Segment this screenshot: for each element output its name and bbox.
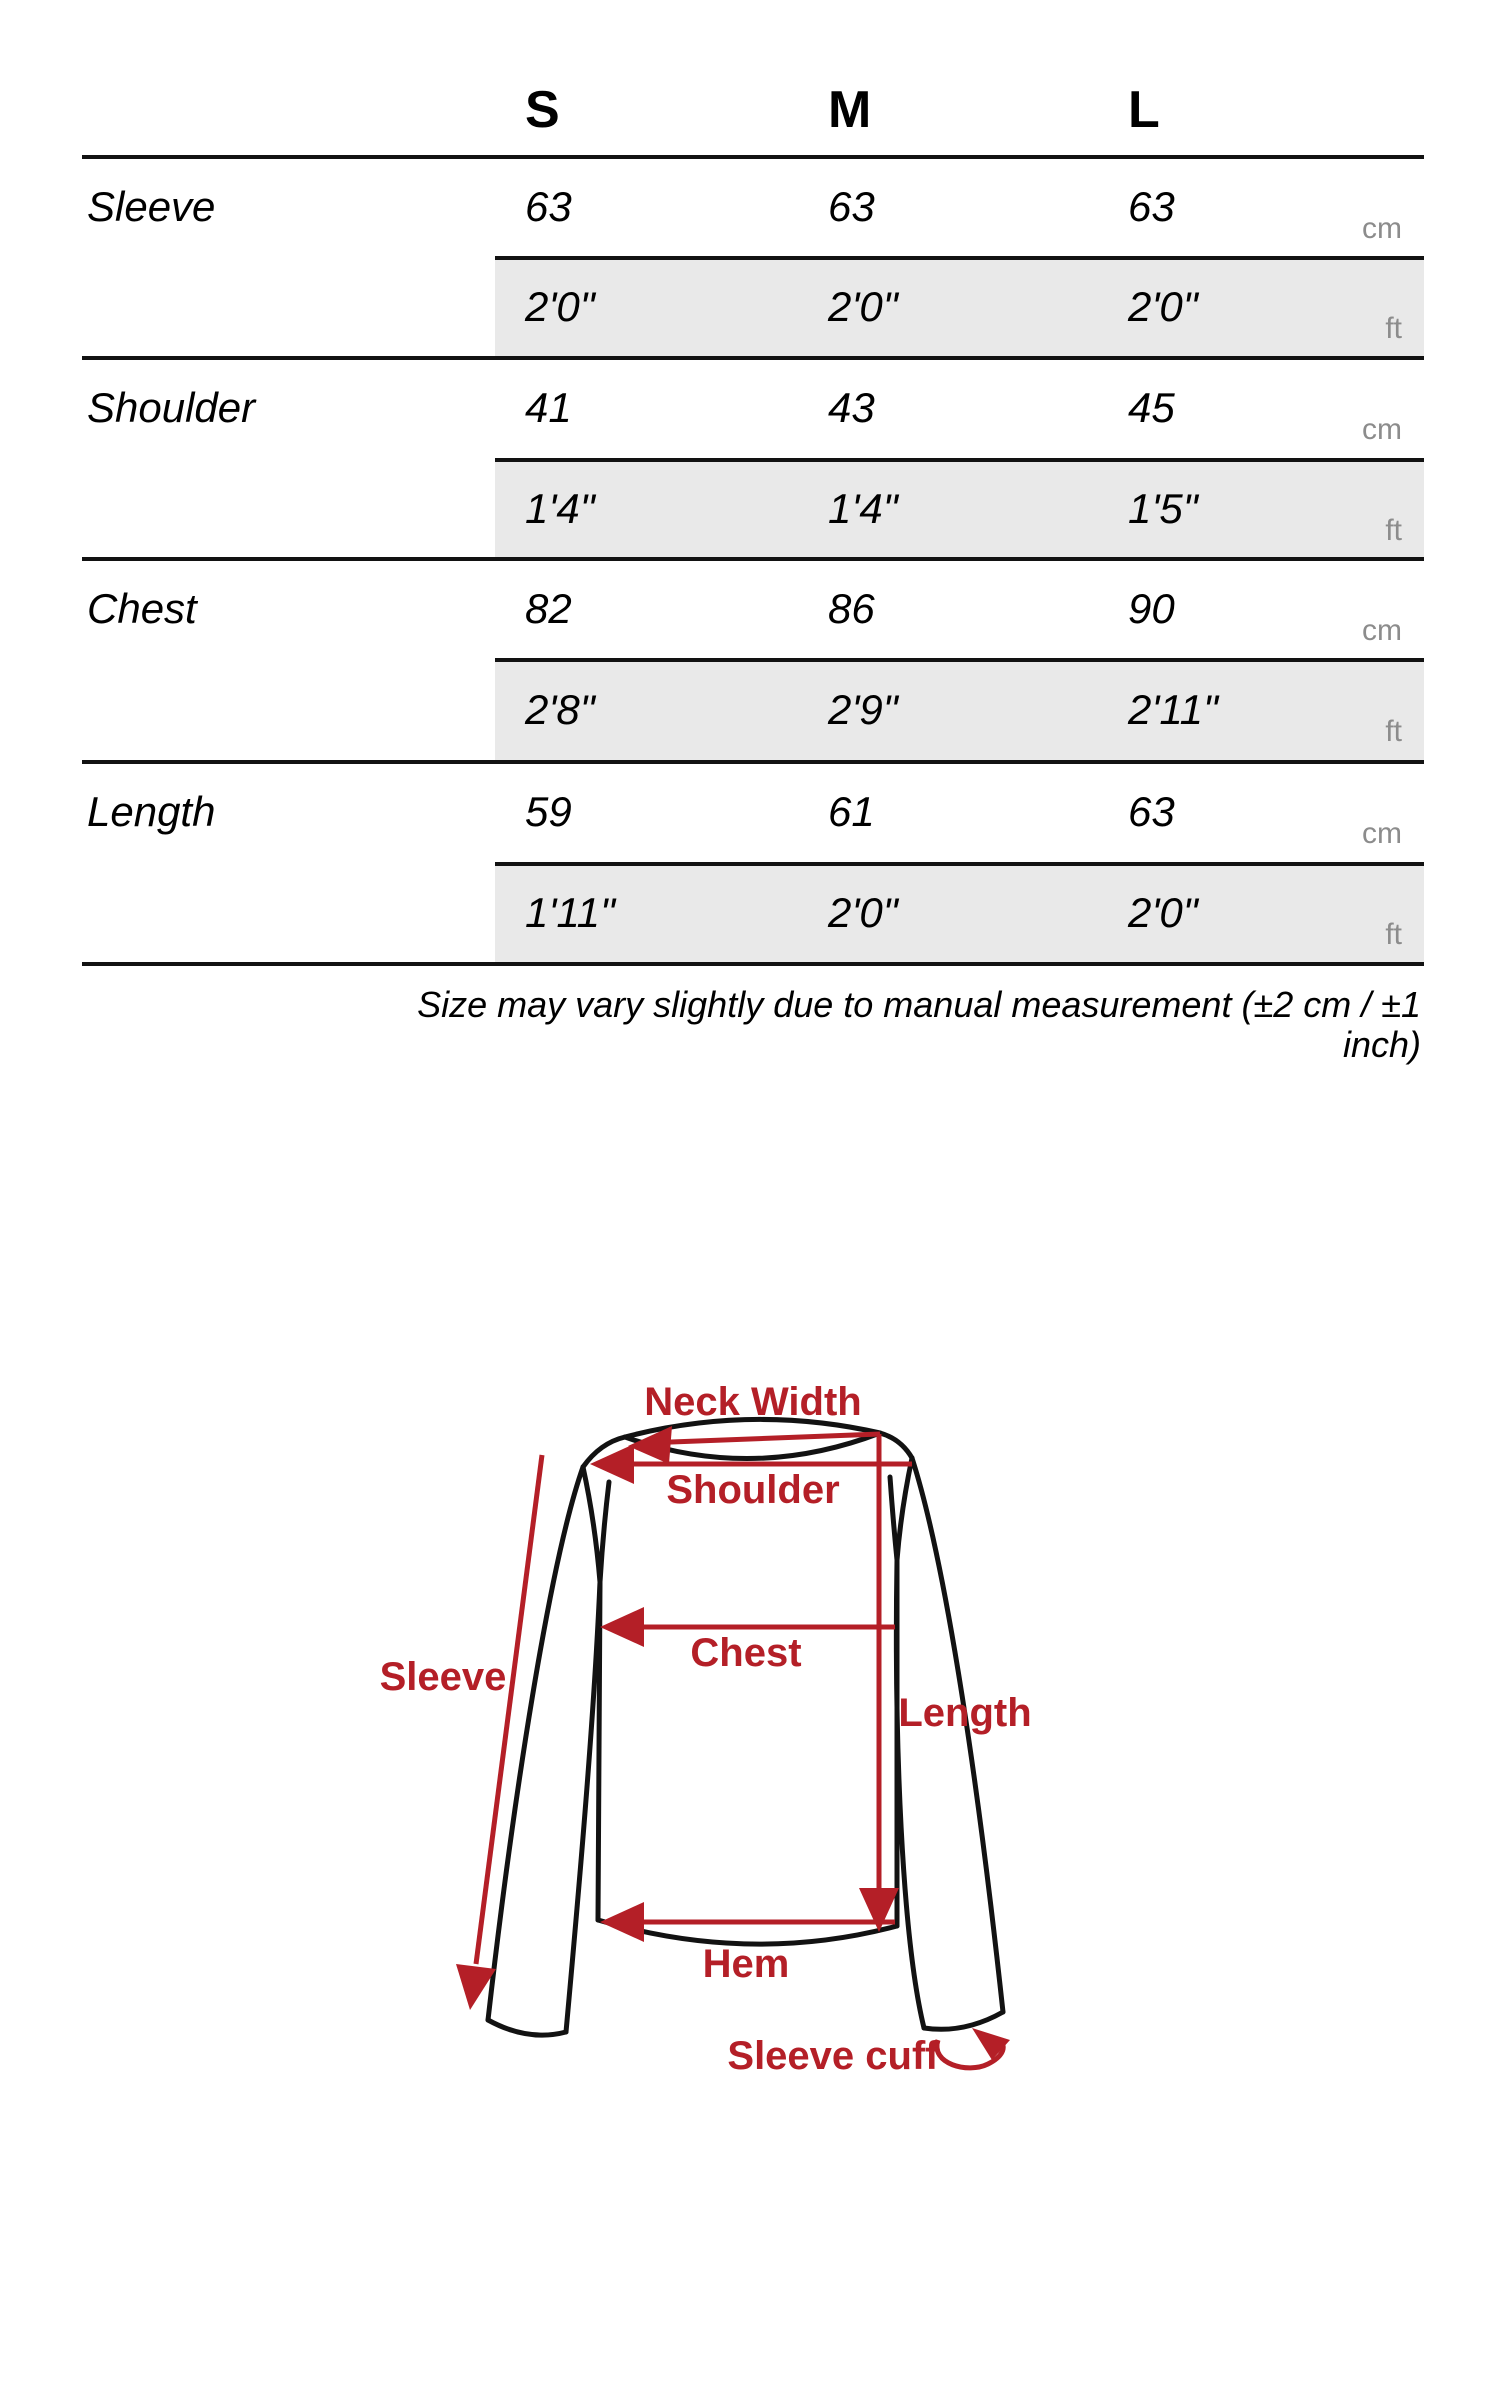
- row-label-length: Length: [87, 788, 216, 835]
- right-body-seam: [890, 1477, 897, 1560]
- cell-sleeve-m-cm: 63: [828, 183, 875, 230]
- row-label-shoulder: Shoulder: [87, 384, 256, 431]
- size-header-s: S: [525, 81, 560, 139]
- cell-chest-l-ft: 2'11": [1128, 686, 1218, 733]
- cell-chest-m-ft: 2'9": [828, 686, 898, 733]
- size-header-l: L: [1128, 81, 1160, 139]
- chest-arrowhead: [600, 1607, 644, 1647]
- cell-sleeve-s-ft: 2'0": [525, 283, 595, 330]
- row-label-sleeve: Sleeve: [87, 183, 216, 230]
- left-sleeve-inner-edge: [566, 1582, 600, 2032]
- unit-ft: ft: [1385, 514, 1402, 547]
- cell-shoulder-m-ft: 1'4": [828, 485, 898, 532]
- cell-sleeve-m-ft: 2'0": [828, 283, 898, 330]
- unit-ft: ft: [1385, 715, 1402, 748]
- cell-sleeve-l-ft: 2'0": [1128, 283, 1198, 330]
- cell-shoulder-l-cm: 45: [1128, 384, 1175, 431]
- cell-sleeve-l-cm: 63: [1128, 183, 1175, 230]
- sleeve-label: Sleeve: [379, 1655, 507, 1699]
- cell-length-s-cm: 59: [525, 788, 572, 835]
- chest-label: Chest: [690, 1631, 802, 1675]
- hem-arrowhead: [600, 1902, 644, 1942]
- shoulder-label: Shoulder: [666, 1468, 840, 1512]
- hem-label: Hem: [702, 1942, 790, 1986]
- cell-length-s-ft: 1'11": [525, 889, 615, 936]
- unit-ft: ft: [1385, 918, 1402, 951]
- unit-cm: cm: [1362, 413, 1402, 446]
- cell-shoulder-m-cm: 43: [828, 384, 875, 431]
- sleeve-cuff-label: Sleeve cuff: [727, 2034, 939, 2078]
- measurement-note: Size may vary slightly due to manual measurement (±2 cm / ±1 inch): [417, 984, 1421, 1065]
- neck-width-arrow-line: [645, 1434, 880, 1443]
- right-sleeve-inner-edge: [896, 1560, 924, 2028]
- left-body-seam: [600, 1482, 609, 1582]
- cell-sleeve-s-cm: 63: [525, 183, 572, 230]
- neck-width-label: Neck Width: [644, 1380, 862, 1424]
- cell-shoulder-s-ft: 1'4": [525, 485, 595, 532]
- sleeve-cuff-arrowhead: [972, 2028, 1010, 2060]
- cell-length-m-cm: 61: [828, 788, 875, 835]
- unit-cm: cm: [1362, 212, 1402, 245]
- cell-chest-l-cm: 90: [1128, 585, 1175, 632]
- unit-ft: ft: [1385, 312, 1402, 345]
- cell-length-l-ft: 2'0": [1128, 889, 1198, 936]
- cell-chest-s-cm: 82: [525, 585, 572, 632]
- left-body-edge: [598, 1582, 600, 1920]
- cell-chest-s-ft: 2'8": [525, 686, 595, 733]
- row-label-chest: Chest: [87, 585, 197, 632]
- right-shoulder-curve: [880, 1433, 912, 1458]
- left-armhole-seam: [583, 1467, 600, 1582]
- length-label: Length: [898, 1691, 1032, 1735]
- cell-length-m-ft: 2'0": [828, 889, 898, 936]
- right-sleeve-outer-edge: [912, 1458, 1003, 2012]
- right-armhole-seam: [897, 1458, 912, 1560]
- cell-chest-m-cm: 86: [828, 585, 875, 632]
- cell-shoulder-l-ft: 1'5": [1128, 485, 1198, 532]
- unit-cm: cm: [1362, 614, 1402, 647]
- cell-shoulder-s-cm: 41: [525, 384, 572, 431]
- size-header-m: M: [828, 81, 872, 139]
- unit-cm: cm: [1362, 817, 1402, 850]
- left-cuff-edge: [488, 2020, 566, 2035]
- right-cuff-edge: [924, 2012, 1003, 2029]
- cell-length-l-cm: 63: [1128, 788, 1175, 835]
